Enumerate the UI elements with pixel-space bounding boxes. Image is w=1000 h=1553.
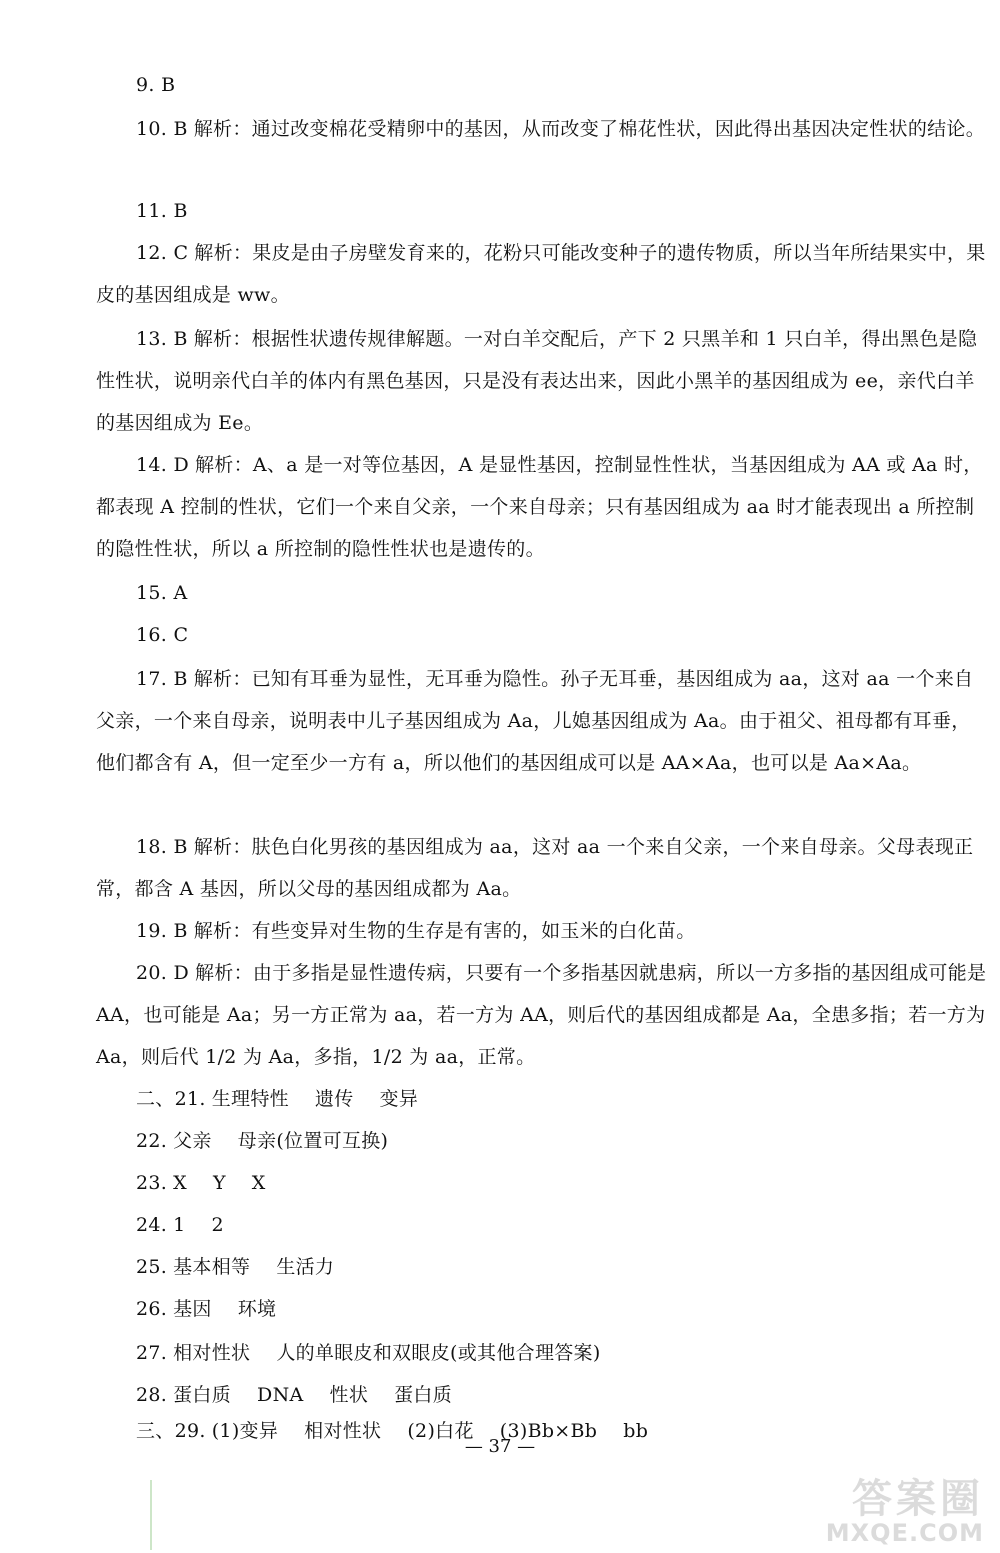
answer-part: 父亲 bbox=[173, 1130, 212, 1152]
answer-explanation: 解析：已知有耳垂为显性，无耳垂为隐性。孙子无耳垂，基因组成为 aa，这对 aa 一个来自父亲，一个来自母亲，说明表中儿子基因组成为 Aa，儿媳基因组成为 Aa。由于祖父、祖母都有耳垂，他们都含有 A，但一定至少一方有 a，所以他们的基因组成可以是 AA×Aa，也可以是 Aa×Aa。 bbox=[96, 668, 974, 774]
answer-number: 26. bbox=[136, 1298, 168, 1320]
answer-number: 三、29. bbox=[136, 1420, 206, 1442]
answer-number: 25. bbox=[136, 1256, 168, 1278]
answer-item bbox=[96, 318, 988, 444]
answer-part: 变异 bbox=[379, 1088, 419, 1110]
margin-mark bbox=[150, 1480, 152, 1550]
fill-answer-item bbox=[96, 1288, 988, 1330]
answer-part: (1)变异 bbox=[211, 1420, 279, 1442]
answer-number: 16. C bbox=[136, 624, 189, 646]
answer-explanation: 解析：果皮是由子房壁发育来的，花粉只可能改变种子的遗传物质，所以当年所结果实中，果皮的基因组成是 ww。 bbox=[96, 242, 986, 306]
answer-item bbox=[96, 108, 988, 150]
answer-explanation: 解析：由于多指是显性遗传病，只要有一个多指基因就患病，所以一方多指的基因组成可能是 AA，也可能是 Aa；另一方正常为 aa，若一方为 AA，则后代的基因组成都是 Aa，全患多指；若一方为 Aa，则后代 1/2 为 Aa，多指，1/2 为 aa，正常。 bbox=[96, 962, 987, 1068]
answer-part: 环境 bbox=[237, 1298, 277, 1320]
answer-part: 2 bbox=[211, 1214, 224, 1236]
answer-item bbox=[96, 64, 988, 106]
answer-part: bb bbox=[623, 1420, 649, 1442]
answer-part: 基本相等 bbox=[173, 1256, 251, 1278]
answer-number: 20. D bbox=[136, 962, 189, 984]
fill-answer-item bbox=[96, 1204, 988, 1246]
answer-number: 10. B bbox=[136, 118, 188, 140]
fill-answer-item bbox=[96, 1078, 988, 1120]
answer-part: 蛋白质 bbox=[173, 1384, 232, 1406]
answer-part: 母亲(位置可互换) bbox=[237, 1130, 389, 1152]
answer-part: 人的单眼皮和双眼皮(或其他合理答案) bbox=[276, 1342, 601, 1364]
answer-item bbox=[96, 444, 988, 570]
answer-part: X bbox=[251, 1172, 266, 1194]
answer-explanation: 解析：有些变异对生物的生存是有害的，如玉米的白化苗。 bbox=[193, 920, 696, 942]
answer-item bbox=[96, 826, 988, 910]
answer-item bbox=[96, 614, 988, 656]
answer-explanation: 解析：通过改变棉花受精卵中的基因，从而改变了棉花性状，因此得出基因决定性状的结论。 bbox=[193, 118, 986, 140]
answer-number: 14. D bbox=[136, 454, 189, 476]
answer-part: 性状 bbox=[329, 1384, 369, 1406]
answer-part: 生活力 bbox=[276, 1256, 335, 1278]
answer-part: (2)白花 bbox=[407, 1420, 474, 1442]
answer-part: 遗传 bbox=[314, 1088, 354, 1110]
answer-number: 15. A bbox=[136, 582, 188, 604]
page-number: — 37 — bbox=[464, 1436, 536, 1457]
answer-part: (3)Bb×Bb bbox=[499, 1420, 598, 1442]
answer-item bbox=[96, 658, 988, 784]
answer-part: X bbox=[173, 1172, 187, 1194]
answer-number: 24. bbox=[136, 1214, 168, 1236]
answer-item bbox=[96, 952, 988, 1078]
fill-answer-item bbox=[96, 1332, 988, 1374]
answer-number: 23. bbox=[136, 1172, 168, 1194]
answer-number: 9. B bbox=[136, 74, 176, 96]
answer-number: 28. bbox=[136, 1384, 168, 1406]
answer-part: 基因 bbox=[173, 1298, 212, 1320]
answer-explanation: 解析：A、a 是一对等位基因，A 是显性基因，控制显性性状，当基因组成为 AA 或 Aa 时，都表现 A 控制的性状，它们一个来自父亲，一个来自母亲；只有基因组成为 aa 时才能表现出 a 所控制的隐性性状，所以 a 所控制的隐性性状也是遗传的。 bbox=[96, 454, 983, 560]
answer-number: 27. bbox=[136, 1342, 168, 1364]
answer-item bbox=[96, 572, 988, 614]
answer-part: DNA bbox=[257, 1384, 304, 1406]
answer-part: 生理特性 bbox=[211, 1088, 289, 1110]
answer-number: 12. C bbox=[136, 242, 189, 264]
answer-explanation: 解析：根据性状遗传规律解题。一对白羊交配后，产下 2 只黑羊和 1 只白羊，得出黑色是隐性性状，说明亲代白羊的体内有黑色基因，只是没有表达出来，因此小黑羊的基因组成为 ee，亲代白羊的基因组成为 Ee。 bbox=[96, 328, 978, 434]
answer-item bbox=[96, 232, 988, 316]
fill-answer-item bbox=[96, 1162, 988, 1204]
answer-item bbox=[96, 910, 988, 952]
answer-explanation: 解析：肤色白化男孩的基因组成为 aa，这对 aa 一个来自父亲，一个来自母亲。父母表现正常，都含 A 基因，所以父母的基因组成都为 Aa。 bbox=[96, 836, 974, 900]
answer-number: 13. B bbox=[136, 328, 188, 350]
answer-number: 22. bbox=[136, 1130, 168, 1152]
answer-number: 17. B bbox=[136, 668, 188, 690]
answer-part: 1 bbox=[173, 1214, 186, 1236]
answer-part: Y bbox=[212, 1172, 226, 1194]
answer-number: 18. B bbox=[136, 836, 188, 858]
answer-number: 19. B bbox=[136, 920, 188, 942]
answer-part: 蛋白质 bbox=[394, 1384, 453, 1406]
answer-part: 相对性状 bbox=[173, 1342, 251, 1364]
fill-answer-item bbox=[96, 1246, 988, 1288]
answer-item bbox=[96, 190, 988, 232]
answer-number: 11. B bbox=[136, 200, 188, 222]
watermark-logo-en: MXQE.COM bbox=[825, 1519, 984, 1547]
answer-part: 相对性状 bbox=[304, 1420, 382, 1442]
watermark bbox=[792, 1467, 992, 1547]
fill-answer-item bbox=[96, 1120, 988, 1162]
answer-number: 二、21. bbox=[136, 1088, 206, 1110]
watermark-logo-cn: 答案圈 bbox=[852, 1475, 984, 1522]
